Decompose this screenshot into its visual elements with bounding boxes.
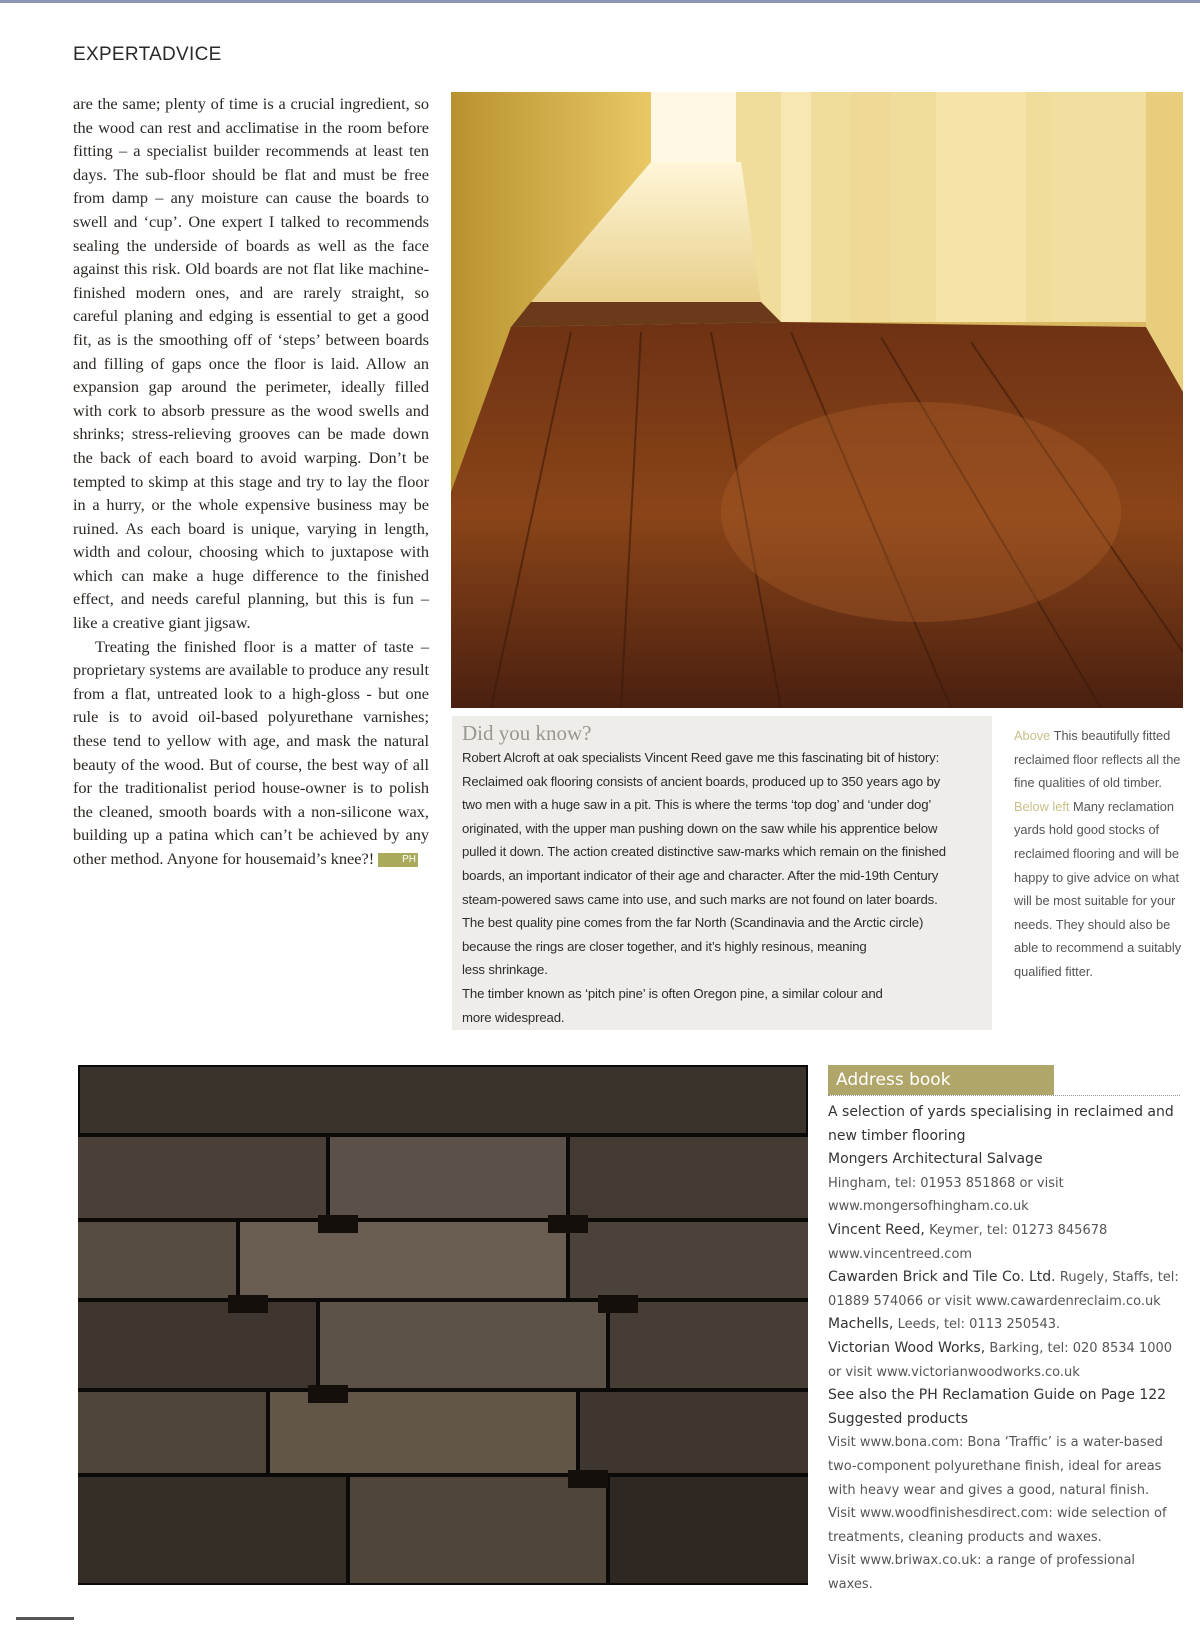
caption-below-text: Many reclamation yards hold good stocks of reclaimed flooring and will be happy to give advice on what will be most suitable for your needs. They should also be able to recommend a suitably qualified fitter. (1014, 798, 1182, 979)
supplier-name: Victorian Wood Works, (828, 1339, 986, 1356)
photo-stacked-timbers (78, 1065, 808, 1585)
supplier-entry (828, 1266, 1180, 1313)
end-mark-badge: PH (378, 853, 418, 867)
address-book-body (828, 1101, 1180, 1596)
did-you-know-line: steam-powered saws came into use, and such marks are not found on later boards. (462, 891, 938, 907)
supplier-entry (828, 1337, 1180, 1384)
supplier-name: Machells, (828, 1316, 894, 1333)
did-you-know-line: Reclaimed oak flooring consists of ancient boards, produced up to 350 years ago by (462, 773, 941, 789)
did-you-know-line: more widespread. (462, 1009, 565, 1025)
did-you-know-line: boards, an important indicator of their age and character. After the mid-19th Century (462, 867, 939, 883)
article-paragraph: are the same; plenty of time is a crucial ingredient, so the wood can rest and acclimatise in the room before fitting – a specialist builder recommends at least ten days. The sub-floor should be flat and must be free from damp – any moisture can cause the boards to swell and ‘cup’. One expert I talked to recommends sealing the underside of boards as well as the face against this risk. Old boards are not flat like machine-finished modern ones, and are rarely straight, so careful planing and edging is essential to get a good fit, as is the smoothing off of ‘steps’ between boards and filling of gaps once the floor is laid. Allow an expansion gap around the perimeter, ideally filled with cork to absorb pressure as the wood swells and shrinks; stress-relieving grooves can be made down the back of each board to avoid warping. Don’t be tempted to skimp at this stage and try to lay the floor in a hurry, or the whole expensive business may be ruined. As each board is unique, varying in length, width and colour, choosing which to juxtapose with which can make a huge difference to the finished effect, and needs careful planning, but this is fun – like a creative giant jigsaw. (73, 94, 429, 633)
did-you-know-title: Did you know? (462, 721, 592, 745)
supplier-name: Mongers Architectural Salvage (828, 1151, 1043, 1168)
supplier-detail: Leeds, tel: 0113 250543. (897, 1317, 1061, 1333)
supplier-detail: Rugely, Staffs, tel: 01889 574066 or visit www.cawardenreclaim.co.uk (828, 1270, 1179, 1309)
did-you-know-line: less shrinkage. (462, 962, 548, 978)
address-book-rule (828, 1095, 1180, 1096)
suggested-products-heading: Suggested products (828, 1410, 969, 1427)
caption-above-text: This beautifully fitted reclaimed floor reflects all the fine qualities of old timber. (1014, 728, 1181, 791)
supplier-detail: Barking, tel: 020 8534 1000 or visit www.victorianwoodworks.co.uk (828, 1340, 1173, 1380)
top-rule (0, 0, 1200, 3)
article-paragraph-text: Treating the finished floor is a matter of taste – proprietary systems are available to produce any result from a flat, untreated look to a high-gloss - but one rule is to avoid oil-based polyurethane varnishes; these tend to yellow with age, and mask the natural beauty of the wood. But of course, the best way of all for the traditionalist period house-owner is to polish the cleaned, smooth boards with a non-silicone wax, building up a patina which can’t be achieved by any other method. Anyone for housemaid’s knee?! (73, 636, 429, 868)
supplier-entry (828, 1313, 1180, 1337)
did-you-know-line: pulled it down. The action created distinctive saw-marks which remain on the finished (462, 844, 946, 860)
caption-below-label: Below left (1014, 798, 1070, 814)
supplier-name: Cawarden Brick and Tile Co. Ltd. (828, 1269, 1056, 1286)
did-you-know-line: because the rings are closer together, and it’s highly resinous, meaning (462, 938, 867, 954)
did-you-know-line: originated, with the upper man pushing down on the saw while his apprentice below (462, 820, 938, 836)
did-you-know-box (452, 716, 992, 1030)
supplier-name: Vincent Reed, (828, 1221, 925, 1238)
photo-hallway-floor (451, 92, 1183, 708)
section-label: EXPERTADVICE (73, 44, 222, 65)
address-book-intro: A selection of yards specialising in reclaimed and new timber flooring (828, 1104, 1174, 1144)
supplier-entry (828, 1219, 1180, 1266)
supplier-detail: Hingham, tel: 01953 851868 or visit www.mongersofhingham.co.uk (828, 1175, 1064, 1215)
did-you-know-line: The best quality pine comes from the far North (Scandinavia and the Arctic circle) (462, 915, 924, 931)
product-entry: Visit www.bona.com: Bona ‘Traffic’ is a water-based two-component polyurethane finish, ideal for areas with heavy wear and gives a good, natural finish. (828, 1435, 1163, 1498)
product-entry: Visit www.briwax.co.uk: a range of professional waxes. (828, 1553, 1136, 1592)
address-book (828, 1065, 1180, 1596)
article-body (73, 92, 429, 871)
caption-above-label: Above (1014, 728, 1051, 743)
article-paragraph (73, 635, 429, 871)
product-entry: Visit www.woodfinishesdirect.com: wide selection of treatments, cleaning products and waxes. (828, 1506, 1167, 1545)
supplier-detail: Keymer, tel: 01273 845678 www.vincentreed.com (828, 1222, 1108, 1262)
did-you-know-line: two men with a huge saw in a pit. This is where the terms ‘top dog’ and ‘under dog’ (462, 797, 932, 813)
photo-captions (1014, 724, 1186, 984)
did-you-know-line: Robert Alcroft at oak specialists Vincent Reed gave me this fascinating bit of history: (462, 750, 940, 765)
see-also-note: See also the PH Reclamation Guide on Page 122 (828, 1387, 1167, 1404)
address-book-title: Address book (828, 1065, 1054, 1095)
did-you-know-line: The timber known as ‘pitch pine’ is often Oregon pine, a similar colour and (462, 985, 883, 1001)
footer-mark (16, 1617, 74, 1620)
